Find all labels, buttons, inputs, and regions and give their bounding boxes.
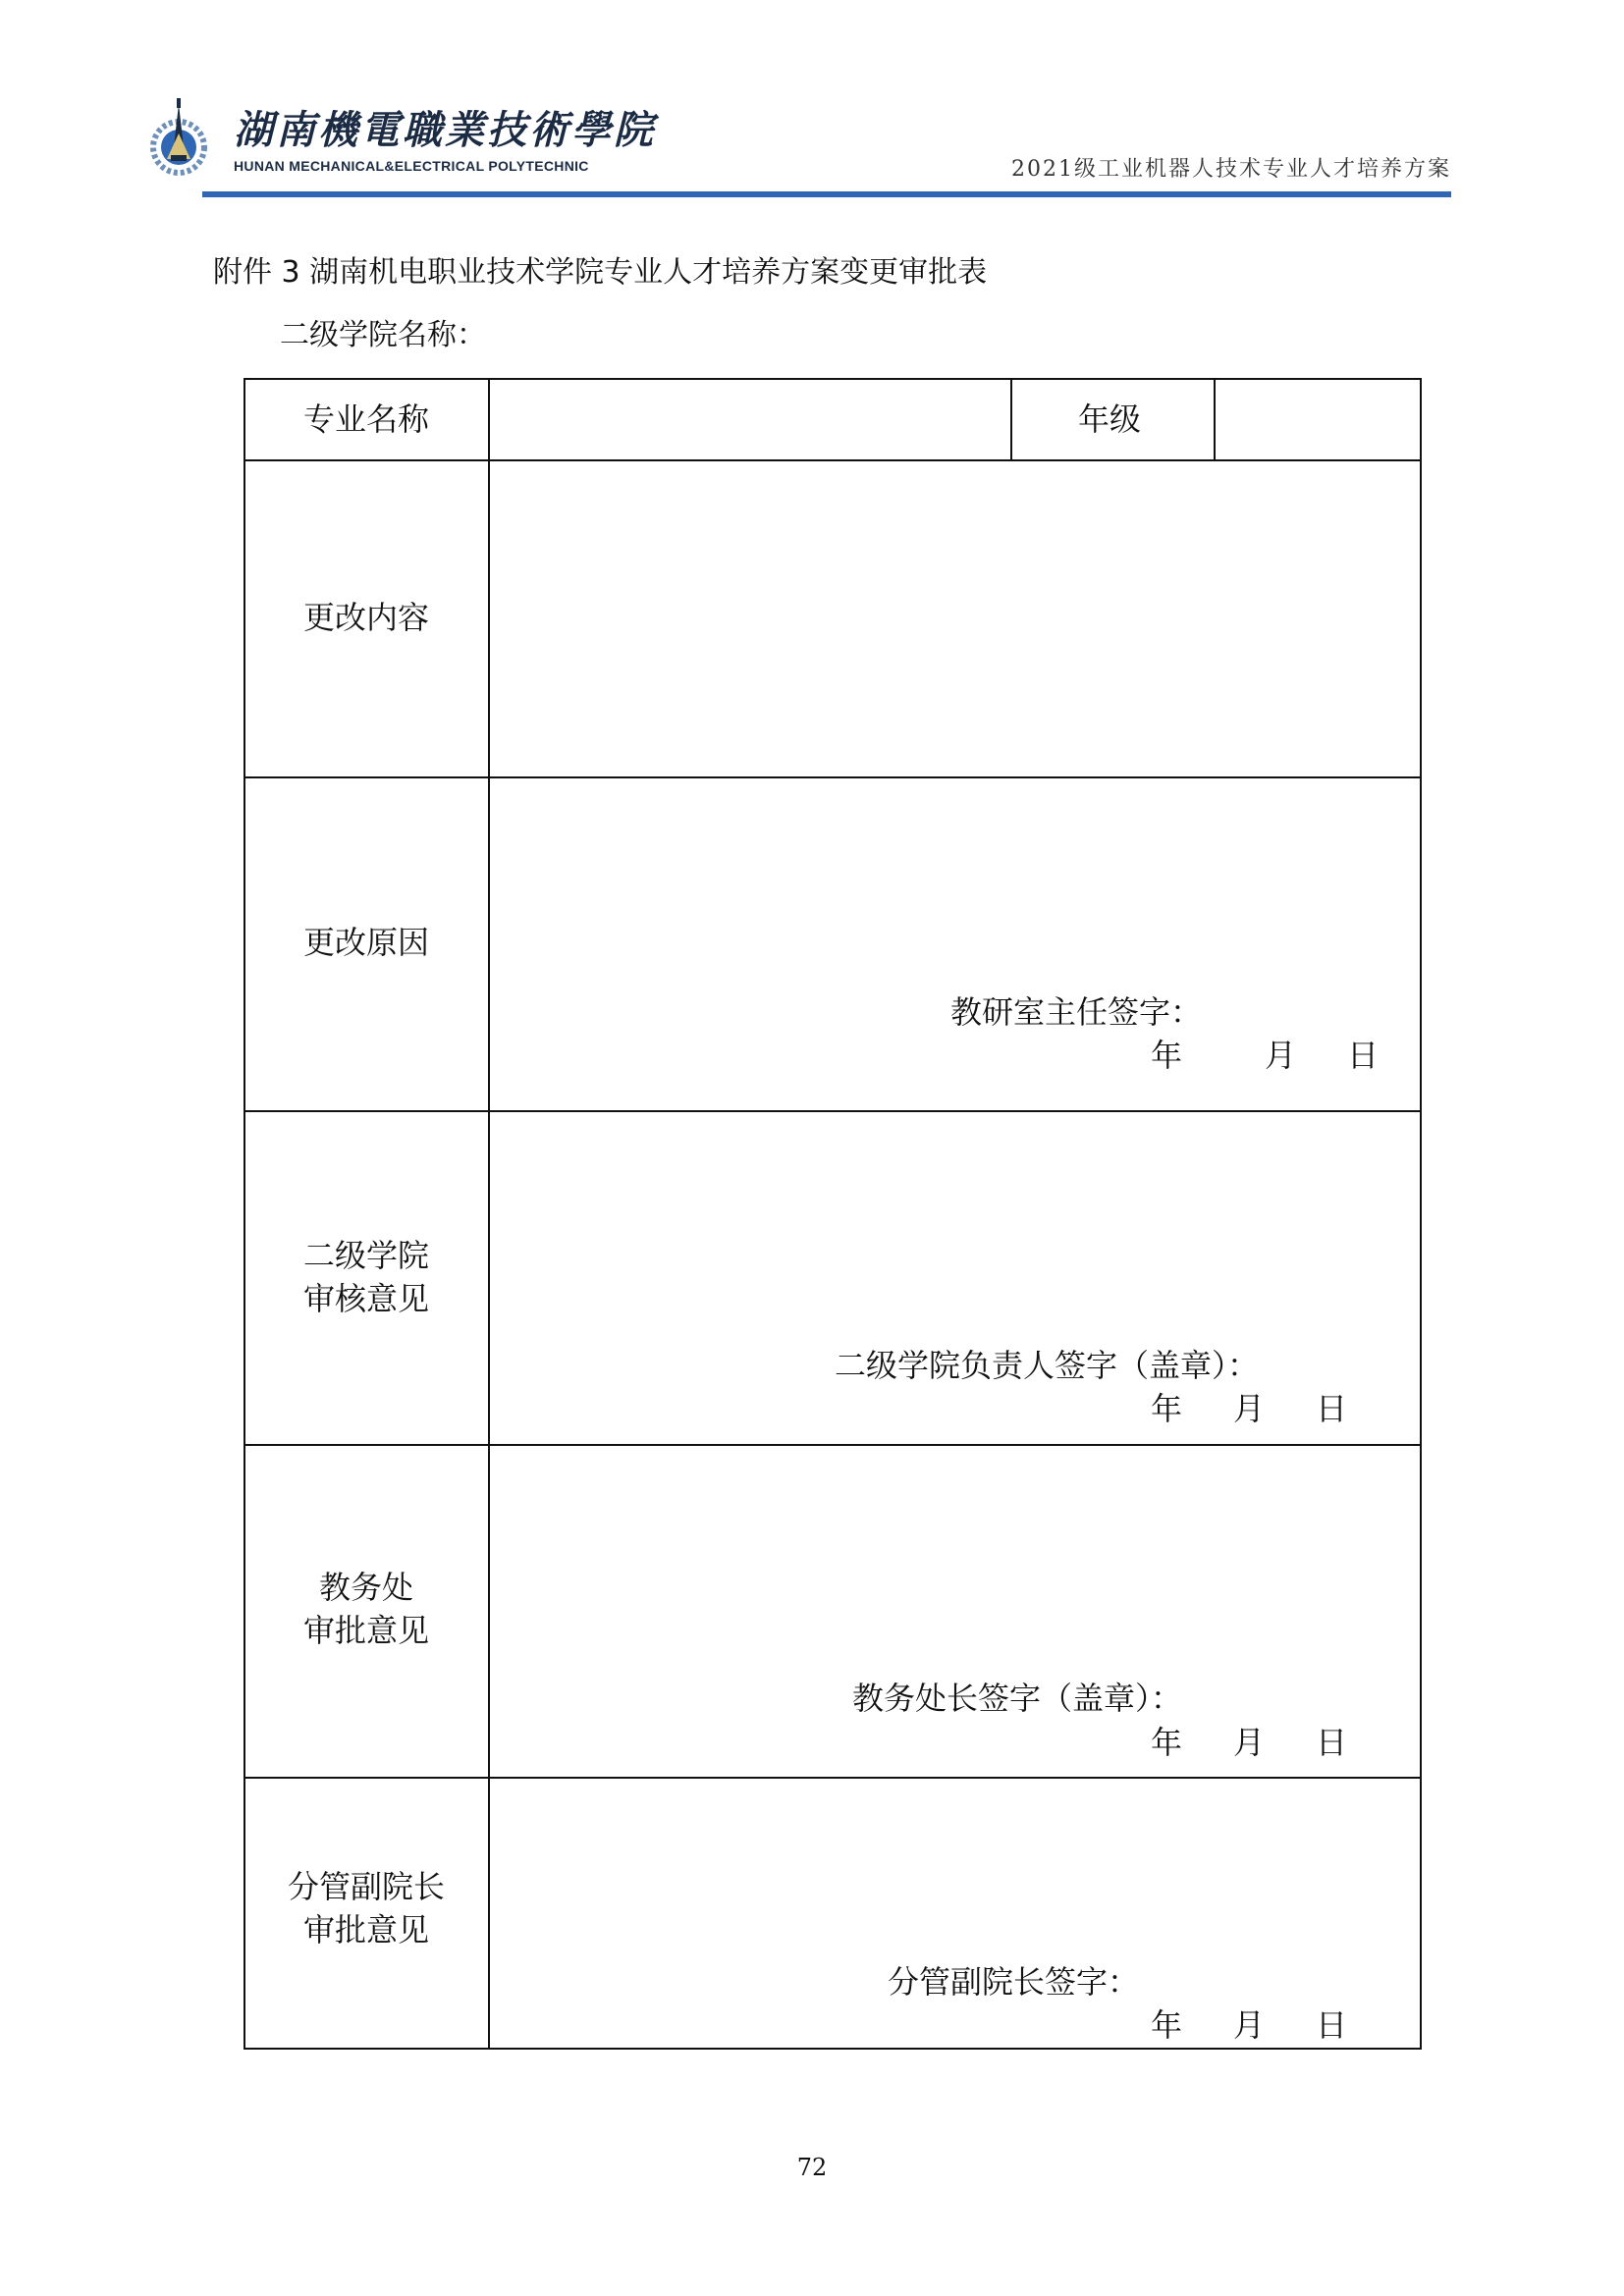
school-logo-icon <box>149 96 208 185</box>
table-row-divider <box>244 776 1422 778</box>
date-day: 日 <box>1347 1037 1380 1074</box>
date-day: 日 <box>1316 2006 1348 2044</box>
vice-president-label-line2: 审批意见 <box>302 1911 429 1949</box>
academic-head-signature-label: 教务处长签字（盖章）： <box>852 1680 1183 1717</box>
major-name-label: 专业名称 <box>302 400 429 438</box>
change-content-label: 更改内容 <box>302 599 429 636</box>
table-row-divider <box>244 1444 1422 1446</box>
date-month: 月 <box>1233 2006 1266 2044</box>
college-head-signature-label: 二级学院负责人签字（盖章）： <box>835 1347 1260 1384</box>
attachment-title: 附件 3 湖南机电职业技术学院专业人才培养方案变更审批表 <box>213 255 988 290</box>
change-reason-label: 更改原因 <box>302 924 429 961</box>
date-month: 月 <box>1233 1390 1266 1427</box>
table-col-divider <box>1010 378 1012 460</box>
grade-field[interactable] <box>1216 380 1420 459</box>
date-month: 月 <box>1233 1724 1266 1761</box>
date-month: 月 <box>1265 1037 1297 1074</box>
vice-president-label-line1: 分管副院长 <box>287 1868 445 1905</box>
grade-label: 年级 <box>1078 400 1142 438</box>
document-header-title: 2021级工业机器人技术专业人才培养方案 <box>1011 157 1451 182</box>
table-border-right <box>1420 378 1422 2050</box>
school-name-cn: 湖南機電職業技術學院 <box>234 107 656 153</box>
office-director-signature-label: 教研室主任签字： <box>950 993 1203 1031</box>
table-row-divider <box>244 1777 1422 1779</box>
header-divider <box>202 191 1451 197</box>
date-year: 年 <box>1151 2006 1183 2044</box>
date-day: 日 <box>1316 1724 1348 1761</box>
change-content-field[interactable] <box>490 461 1420 776</box>
table-border-bottom <box>244 2048 1422 2050</box>
college-name-label: 二级学院名称： <box>280 318 486 352</box>
date-year: 年 <box>1151 1724 1183 1761</box>
page-number: 72 <box>796 2154 828 2181</box>
school-name-en: HUNAN MECHANICAL&ELECTRICAL POLYTECHNIC <box>234 158 589 174</box>
college-review-label-line2: 审核意见 <box>302 1280 429 1317</box>
approval-form-table <box>244 378 1422 2050</box>
academic-affairs-label-line2: 审批意见 <box>302 1612 429 1649</box>
vice-president-signature-label: 分管副院长签字： <box>888 1963 1140 2001</box>
college-review-label-line1: 二级学院 <box>302 1237 429 1274</box>
date-year: 年 <box>1151 1037 1183 1074</box>
major-name-field[interactable] <box>490 380 1010 459</box>
date-year: 年 <box>1151 1390 1183 1427</box>
academic-affairs-label-line1: 教务处 <box>318 1569 413 1606</box>
date-day: 日 <box>1316 1390 1348 1427</box>
table-row-divider <box>244 1110 1422 1112</box>
